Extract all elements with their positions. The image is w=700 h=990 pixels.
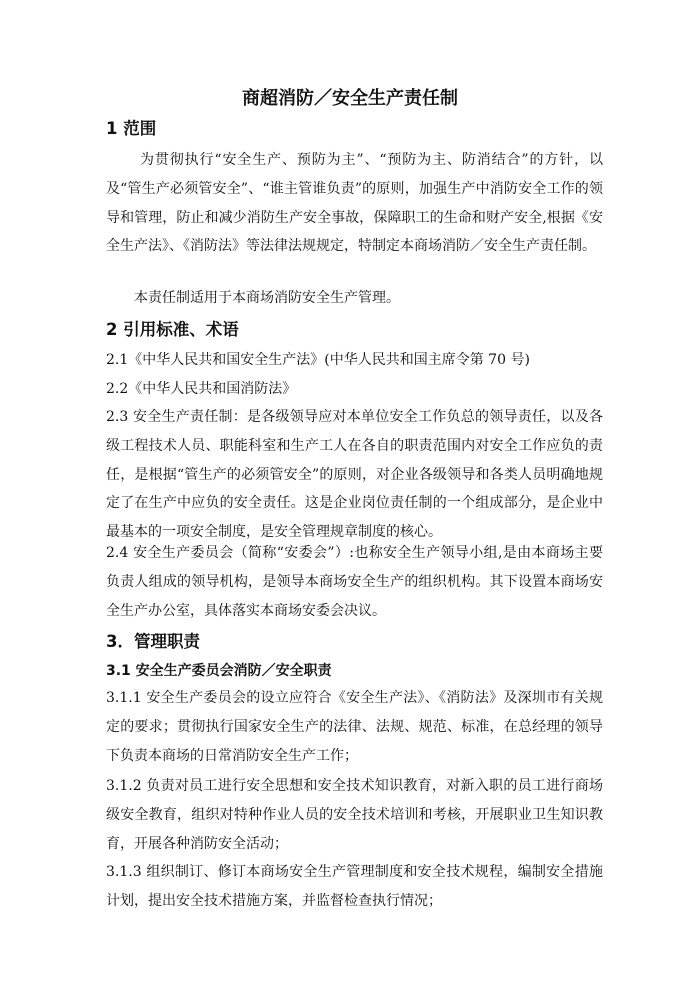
section-heading-references: 2 引用标准、术语 — [106, 320, 239, 339]
scope-paragraph-1: 为贯彻执行“安全生产、预防为主”、“预防为主、防消结合”的方针，以及“管生产必须管安全”、“谁主管谁负责”的原则，加强生产中消防安全工作的领导和管理，防止和减少消防生产安全事故，保障职工的生命和财产安全,根据《安全生产法》、《消防法》等法律法规规定，特制定本商场消防／安全生产责任制。 — [106, 152, 603, 255]
section-heading-scope: 1 范围 — [106, 119, 157, 138]
reference-item-2-2: 2.2《中华人民共和国消防法》 — [106, 381, 297, 397]
scope-paragraph-2: 本责任制适用于本商场消防安全生产管理。 — [134, 290, 400, 306]
duty-item-3-1-3: 3.1.3 组织制订、修订本商场安全生产管理制度和安全技术规程，编制安全措施计划，提出安全技术措施方案，并监督检查执行情况； — [106, 864, 603, 909]
term-item-2-3: 2.3 安全生产责任制：是各级领导应对本单位安全工作负总的领导责任，以及各级工程技术人员、职能科室和生产工人在各自的职责范围内对安全工作应负的责任，是根据“管生产的必须管安全”的原则，对企业各级领导和各类人员明确地规定了在生产中应负的安全责任。这是企业岗位责任制的一个组成部分，是企业中最基本的一项安全制度，是安全管理规章制度的核心。 — [106, 409, 603, 541]
section-heading-responsibilities: 3．管理职责 — [106, 632, 200, 651]
term-item-2-4: 2.4 安全生产委员会（简称“安委会”）:也称安全生产领导小组,是由本商场主要负责人组成的领导机构，是领导本商场安全生产的组织机构。其下设置本商场安全生产办公室，具体落实本商场安委会决议。 — [106, 545, 603, 619]
duty-item-3-1-1: 3.1.1 安全生产委员会的设立应符合《安全生产法》、《消防法》及深圳市有关规定的要求；贯彻执行国家安全生产的法律、法规、规范、标准，在总经理的领导下负责本商场的日常消防安全生产工作； — [106, 690, 603, 764]
subsection-heading-3-1: 3.1 安全生产委员会消防／安全职责 — [106, 663, 332, 679]
reference-item-2-1: 2.1《中华人民共和国安全生产法》(中华人民共和国主席令第 70 号) — [106, 352, 530, 368]
document-title: 商超消防／安全生产责任制 — [242, 88, 458, 109]
duty-item-3-1-2: 3.1.2 负责对员工进行安全思想和安全技术知识教育，对新入职的员工进行商场级安全教育，组织对特种作业人员的安全技术培训和考核，开展职业卫生知识教育，开展各种消防安全活动； — [106, 778, 603, 852]
